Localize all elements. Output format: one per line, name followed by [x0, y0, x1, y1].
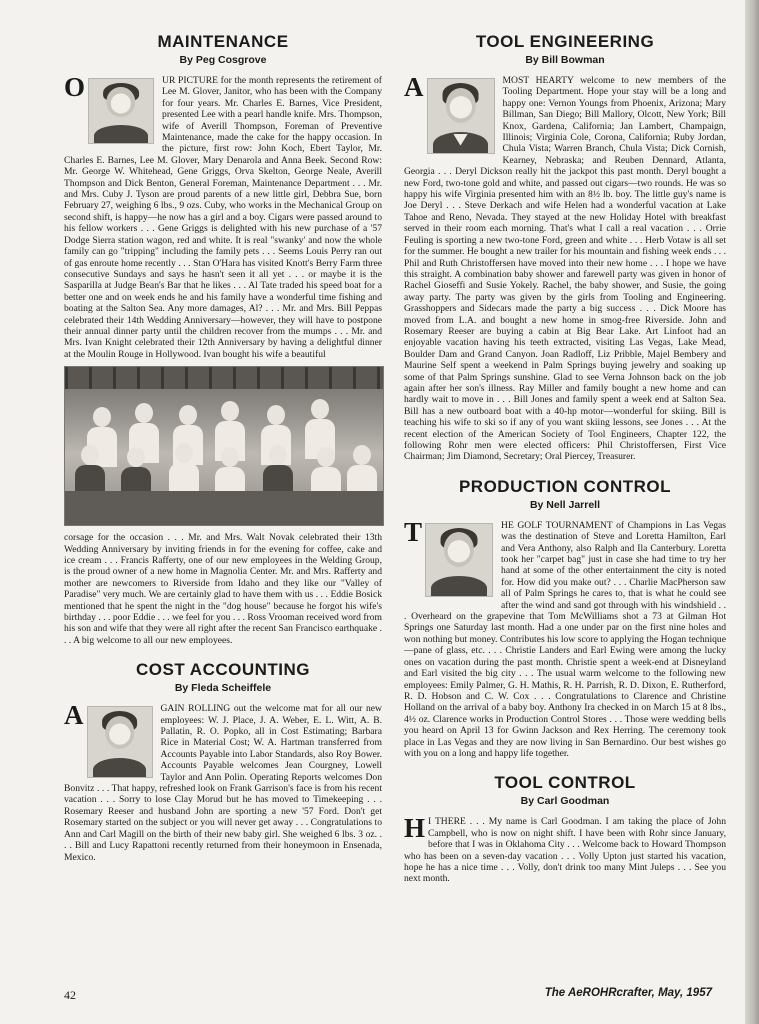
author-portrait-peg-cosgrove [88, 78, 154, 144]
maintenance-title: MAINTENANCE [157, 32, 289, 51]
tool-control-dropcap: H [404, 813, 426, 844]
tool-control-text [404, 813, 726, 885]
page-edge [745, 0, 759, 1024]
production-control-byline: By Nell Jarrell [529, 498, 601, 511]
production-control-title: PRODUCTION CONTROL [458, 476, 672, 496]
tool-engineering-text-content: MOST HEARTY welcome to new members of the Tooling Department. Hope your stay will be a long and happy one: Vernon Youngs from Phoenix, Arizona; Mary Billman, San Diego; Bill Mallory, Olcott, New York; Bill Knox, Gardena, California; Jan Lambert, Champaign, Illinois; Virginia Cole, Corona, California; Ruby Jordan, Chula Vista; Warren Branch, Chula Vista; Dick Cornish, Kearney, Nebraska; and Reuben Dennard, Atlanta, Georgia . . . Deryl Dickson really hit the jackpot this past month. Deryl bought a new Ford, two-tone gold and white, and passed out cigars—two rounds. He was so happy his wife Virginia presented him with an 8½ lb. boy. The little guy's name is Joe Deryl . . . Steve Derkach and wife Helen had a wonderful vacation at Lake Tahoe and Reno, Nevada. They stayed at the new Holiday Hotel with breakfast served in their room each morning. That's what I call a real vacation . . . Orrie Feuling is sporting a new two-tone Ford, green and white . . . Herb Votaw is all set for the summer. He bought a new trailer for his mountain and fishing week ends . . . Phil and Ruth Christoffersen have moved into their new home . . . I hope we have this straight. A combination baby shower and farewell party was given in honor of Rachel Gioseffi and Susie Yokely. Rachel, the baby shower, and Susie, the going away party. The party was given by the girls from Tooling and Engineering. Grasshoppers and Sidecars made the party a big success . . . Dick Moore has moved from L.A. and bought a new home in smog-free Riverside. John and Rosemary Reeser are buying a cabin at Big Bear Lake. Art Linfoot had an enjoyable vacation having his teeth extracted, visiting Las Vegas, Lake Mead, Boulder Dam and Grand Canyon. Joan Radloff, Liz Pribble, Majel Bembery and Maurine Self spent a weekend in Palm Springs buying jewelry and soaking up some of that Palm Springs sunshine. Glad to see Verna Johnson back on the job again after her son's illness. Ray Miller and family bought a new home and can hardly wait to move in . . . Bill Jones and family spent a week end at Salton Sea. Bill has a new outboard boat with a 40-hp motor—wonderful for skiing. Bill is teaching his wife to ski so if any of you want skiing lessons, see Jones . . . At the recent election of the American Society of Tool Engineers, Chapter 122, the following Rohr men were elected officers: Phil Christoffersen, First Vice Chairman; Jim Diamond, Secretary; Oral Piercey, Treasurer. [404, 75, 726, 463]
production-control-text-content: HE GOLF TOURNAMENT of Champions in Las Vegas was the destination of Steve and Loretta Hamilton, Earl and Vera Anthony, also Ralph and Ila Canterbury. Loretta took her "carpet bag" just in case she had time to try her hand at some of the other entertainment the city is noted for. How did you make out? . . . Charlie MacPherson saw all of Palm Springs he cares to, that is what he could see after the wind and sand got through with his windshield . . . Overheard on the grapevine that Tom McWilliams shot a 73 at Gilman Hot Springs one Saturday last month. Had a one under par on the first nine holes and won nothing but money. Contributes his low score to applying the Hogan technique—pane of glass, etc. . . . Christie Landers and Earl Ewing were among the lucky ones on vacation during the past month. Christie spent a week-end at Disneyland and Earl visited the big city . . . The usual warm welcome to the following new employees: Emily Palmer, G. H. Mathis, R. H. Parrish, R. D. Dixon, E. Rutherford, R. D. Hobson and C. W. Cox . . . Congratulations to Clarence and Christine Holland on the arrival of a baby boy. Anthony Ira checked in on March 15 at 8 lbs., 4½ oz. Clarence works in Production Control Stores . . . Those were wedding bells you heard on April 13 for Gwinn Jackson and Rex Herring. The ceremony took place in Las Vegas and they are now living in San Bernardino. Our best wishes go with you on a long and happy life together. [404, 519, 726, 759]
maintenance-text-1 [64, 72, 382, 360]
tool-engineering-dropcap: A [404, 72, 424, 102]
magazine-footer: The AeROHRcrafter, May, 1957 [544, 987, 712, 999]
production-control-dropcap: T [404, 516, 423, 547]
cost-accounting-title: COST ACCOUNTING [135, 660, 311, 680]
tool-engineering-text [404, 72, 726, 463]
maintenance-byline: By Peg Cosgrove [179, 54, 267, 66]
author-portrait-nell-jarrell [425, 523, 493, 597]
retirement-group-photo [64, 366, 384, 526]
maintenance-text-1-content: UR PICTURE for the month represents the retirement of Lee M. Glover, Janitor, who has been with the Company for four years. Mr. Charles E. Barnes, Vice President, presented Lee with a pearl handle knife. Mrs. Thompson, wife of Averill Thompson, Foreman of Preventive Maintenance, made the cake for the happy occasion. In the picture, first row: John Koch, Ebert Taylor, Mr. Charles E. Barnes, Lee M. Glover, Mary Denarola and Anna Beek. Second Row: Mr. George W. Whitehead, Gene Griggs, Orva Skelton, George Neale, Averill Thompson and Dick Benton, General Foreman, Maintenance Department . . . Mr. and Mrs. Cuby J. Tyson are proud parents of a new little girl, Debbra Sue, born February 27, weighing 6 lbs., 9 ozs. Cuby, who works in the Mechanical Group on second shift, is happy—he now has a girl and a boy. Cigars were passed around to his fellow workers . . . Gene Griggs is delighted with his new purchase of a '57 Dodge Sierra station wagon, red and white. It is real "swanky' and now the whole family can go "tripping" including the family pets . . . Seems Louis Perry ran out of gas enroute home recently . . . Stan O'Hara has visited Knott's Berry Farm three consecutive Sundays and says he hasn't seen it all yet . . . or maybe it is the Sasparilla at Judge Bean's Bar that he likes . . . Al Tate traded his speed boat for a better one and on week ends he and his family have a wonderful time fishing and boating at the Salton Sea. Any more damages, Al? . . . Mr. and Mrs. Bill Peppas celebrated their 14th Wedding Anniversary—however, they will have to postpone their annual dinner party until the children recover from the mumps . . . Mr. and Mrs. Ivan Knight celebrated their 12th Anniversary by having a delightful dinner at the Moulin Rouge in Hollywood. Ivan bought his wife a beautiful [64, 75, 382, 360]
cost-accounting-byline: By Fleda Scheiffele [174, 682, 272, 695]
page-number: 42 [64, 988, 76, 1002]
production-control-text [404, 516, 726, 760]
maintenance-dropcap: O [64, 72, 86, 102]
tool-engineering-title: TOOL ENGINEERING [475, 32, 655, 51]
cost-accounting-text [64, 700, 382, 863]
tool-control-byline: By Carl Goodman [520, 795, 610, 808]
tool-control-title: TOOL CONTROL [494, 773, 636, 793]
author-portrait-fleda-scheiffele [87, 706, 153, 778]
maintenance-text-2: corsage for the occasion . . . Mr. and Mrs. Walt Novak celebrated their 13th Wedding Anniversary by inviting friends in for the evening for coffee, cake and ice cream . . . Francis Rafferty, one of our new employees in the Welding Group, is the proud owner of a new home in Magnolia Center. Mr. and Mrs. Rafferty and mother are newcomers to Riverside from Idaho and they like our "Valley of Paradise" very much. We are certainly glad to have them with us . . . Eddie Bosick mentioned that he spent the night in the "dog house" because he forgot his wife's birthday . . . poor Eddie . . . we feel for you . . . Ross Vrooman received word from his son and wife that they were all right after the recent San Francisco earthquake . . . A big welcome to all our new employees. [64, 532, 382, 646]
right-column [404, 32, 726, 885]
tool-control-text-content: I THERE . . . My name is Carl Goodman. I am taking the place of John Campbell, who is now on night shift. I have been with Rohr since January, before that I was in Oklahoma City . . . Welcome back to Howard Thompson who has been on a seven-day vacation . . . Volly Upton just started his vacation, hope he has a nice time . . . Volly, don't drink too many Mint Juleps . . . See you next month. [404, 816, 726, 885]
cost-accounting-dropcap: A [64, 700, 84, 731]
cost-accounting-text-content: GAIN ROLLING out the welcome mat for all our new employees: W. J. Place, J. A. Weber, E. L. Witt, A. B. Pallatin, R. O. Popko, all in Cost Estimating; Barbara Rice in Material Cost; W. A. Hartman transferred from Accounts Payable into Labor Standards, also Roy Bower. Accounts Payable welcomes Jean Courgney, Lowell Taylor and Ann Polin. Operating Reports welcomes Don Bonvitz . . . That happy, refreshed look on Frank Garrison's face is from his recent vacation . . . Sorry to lose Clay Morud but he has moved to Timekeeping . . . Rosemary Reeser and husband John are sporting a new '57 Ford. Don't get Rosemary started on the subject or you will never get away . . . Congratulations to Ann and Carl Magill on the birth of their new baby girl. She weighed 6 lbs. 3 oz. . . . Bill and Lucy Rapattoni recently returned from their honeymoon in Ensenada, Mexico. [64, 703, 382, 863]
left-column [64, 32, 382, 863]
tool-engineering-byline: By Bill Bowman [525, 54, 605, 66]
author-portrait-bill-bowman [427, 78, 495, 154]
